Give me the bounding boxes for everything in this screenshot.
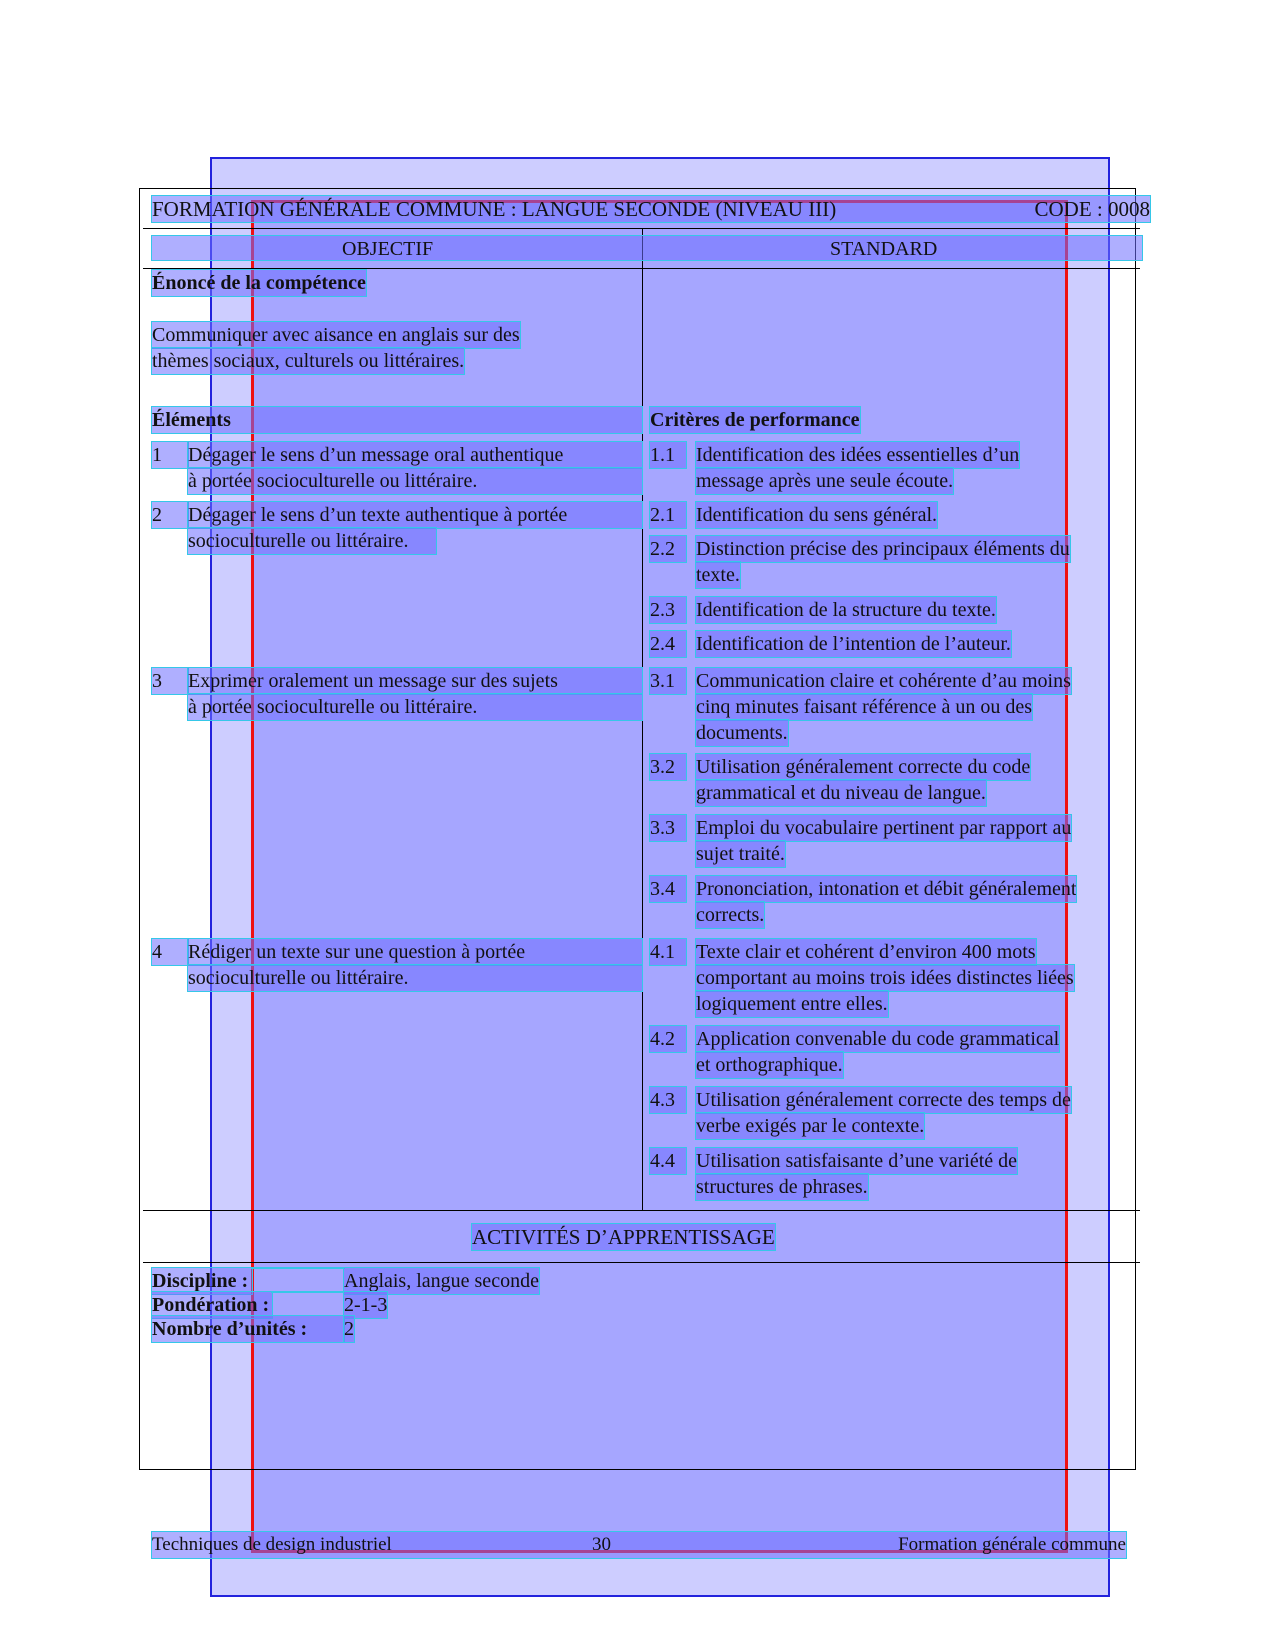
criterion-number: 3.2 — [650, 754, 686, 780]
criterion-text-line: Utilisation généralement correcte des temps de — [696, 1089, 1071, 1111]
element-text-line: Dégager le sens d’un message oral authentique — [188, 442, 642, 468]
elements-heading: Éléments — [152, 407, 642, 433]
criterion-text-line: comportant au moins trois idées distinctes liées — [696, 967, 1074, 989]
ponderation-label: Pondération : — [152, 1292, 272, 1318]
table-title: FORMATION GÉNÉRALE COMMUNE : LANGUE SECONDE (NIVEAU III) — [152, 197, 837, 221]
criterion-number: 3.1 — [650, 668, 686, 694]
element-text-line: socioculturelle ou littéraire. — [188, 528, 436, 554]
criterion-text-line: documents. — [696, 722, 788, 744]
element-number: 1 — [152, 442, 188, 468]
element-text-line: Exprimer oralement un message sur des sujets — [188, 668, 642, 694]
column-divider — [642, 228, 643, 1210]
element-text-line: à portée socioculturelle ou littéraire. — [188, 468, 642, 494]
table-header — [152, 196, 1150, 222]
criterion-text-line: grammatical et du niveau de langue. — [696, 782, 986, 804]
element-number: 4 — [152, 939, 188, 965]
footer-program: Techniques de design industriel — [152, 1534, 392, 1555]
criterion-number: 2.1 — [650, 502, 686, 528]
criterion-number: 4.1 — [650, 939, 686, 965]
criterion-text-line: Identification du sens général. — [696, 504, 938, 526]
criterion-text-line: Utilisation satisfaisante d’une variété de — [696, 1150, 1018, 1172]
criterion-text-line: Communication claire et cohérente d’au moins — [696, 670, 1071, 692]
criterion-text-line: Identification de l’intention de l’auteur. — [696, 633, 1011, 655]
course-code: CODE : 0008 — [1034, 197, 1150, 221]
criterion-number: 4.4 — [650, 1148, 686, 1174]
criterion-text-line: Application convenable du code grammatical — [696, 1028, 1060, 1050]
competence-heading: Énoncé de la compétence — [152, 272, 366, 294]
criterion-text-line: logiquement entre elles. — [696, 993, 888, 1015]
ponderation-value: 2-1-3 — [344, 1294, 388, 1316]
criterion-number: 3.3 — [650, 815, 686, 841]
discipline-value: Anglais, langue seconde — [344, 1270, 539, 1292]
criterion-number: 2.3 — [650, 597, 686, 623]
criterion-text-line: Emploi du vocabulaire pertinent par rapport au — [696, 817, 1072, 839]
criterion-text-line: texte. — [696, 564, 740, 586]
column-standard: STANDARD — [830, 238, 938, 260]
criterion-number: 1.1 — [650, 442, 686, 468]
page-number: 30 — [592, 1534, 611, 1555]
page-footer — [152, 1532, 1126, 1558]
unites-label: Nombre d’unités : — [152, 1316, 344, 1342]
criterion-text-line: corrects. — [696, 904, 765, 926]
criterion-number: 4.3 — [650, 1087, 686, 1113]
criteria-heading: Critères de performance — [650, 409, 860, 431]
columns-header-row — [152, 236, 1142, 260]
element-text-line: à portée socioculturelle ou littéraire. — [188, 694, 642, 720]
criterion-text-line: Utilisation généralement correcte du code — [696, 756, 1031, 778]
competence-text-line1: Communiquer avec aisance en anglais sur des — [152, 324, 520, 346]
criterion-text-line: Identification des idées essentielles d’un — [696, 444, 1020, 466]
element-text-line: Dégager le sens d’un texte authentique à portée — [188, 502, 642, 528]
element-number: 2 — [152, 502, 188, 528]
criterion-number: 3.4 — [650, 876, 686, 902]
element-number: 3 — [152, 668, 188, 694]
element-text-line: Rédiger un texte sur une question à portée — [188, 939, 642, 965]
criterion-number: 4.2 — [650, 1026, 686, 1052]
activities-bottom-rule — [143, 1262, 1140, 1263]
footer-section: Formation générale commune — [898, 1534, 1126, 1555]
criterion-text-line: Identification de la structure du texte. — [696, 599, 996, 621]
criterion-text-line: message après une seule écoute. — [696, 470, 954, 492]
criterion-text-line: Prononciation, intonation et débit généralement — [696, 878, 1077, 900]
element-text-line: socioculturelle ou littéraire. — [188, 965, 642, 991]
activities-top-rule — [143, 1210, 1140, 1211]
unites-value: 2 — [344, 1318, 354, 1340]
discipline-label: Discipline : — [152, 1268, 252, 1294]
criterion-text-line: et orthographique. — [696, 1054, 843, 1076]
competence-text-line2: thèmes sociaux, culturels ou littéraires. — [152, 350, 465, 372]
criterion-text-line: cinq minutes faisant référence à un ou des — [696, 696, 1032, 718]
activities-title: ACTIVITÉS D’APPRENTISSAGE — [472, 1225, 775, 1249]
column-objectif: OBJECTIF — [342, 238, 434, 260]
criterion-text-line: Distinction précise des principaux éléments du — [696, 538, 1070, 560]
criterion-text-line: verbe exigés par le contexte. — [696, 1115, 925, 1137]
criterion-text-line: sujet traité. — [696, 843, 785, 865]
criterion-number: 2.4 — [650, 631, 686, 657]
criterion-text-line: structures de phrases. — [696, 1176, 868, 1198]
criterion-text-line: Texte clair et cohérent d’environ 400 mots — [696, 941, 1036, 963]
criterion-number: 2.2 — [650, 536, 686, 562]
